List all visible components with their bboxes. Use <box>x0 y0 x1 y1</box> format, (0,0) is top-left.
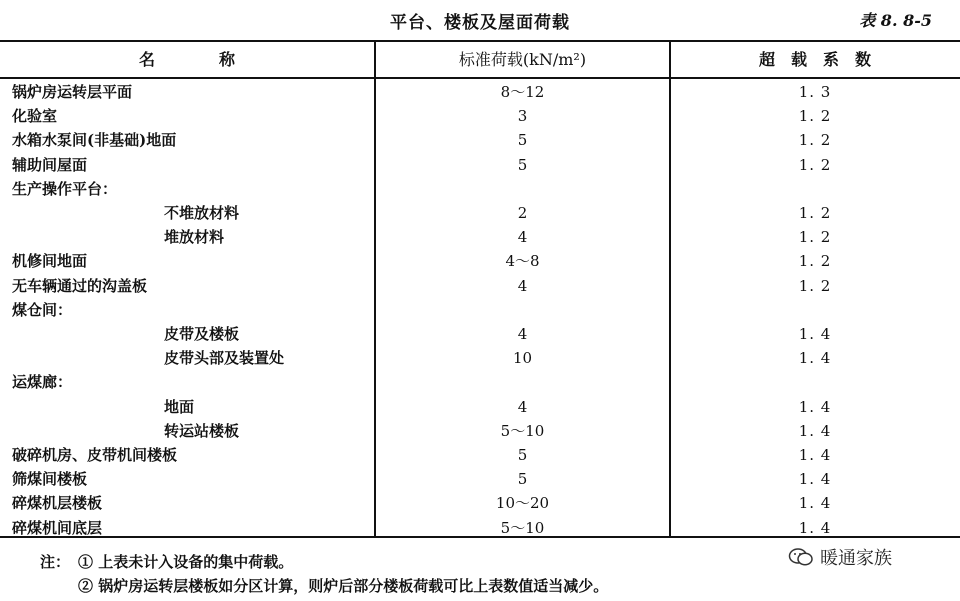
row-load: 5～10 <box>500 421 545 440</box>
row-load: 5～10 <box>500 518 545 537</box>
row-name: 碎煤机间底层 <box>12 518 103 537</box>
watermark <box>788 544 892 570</box>
row-name: 转运站楼板 <box>164 421 240 440</box>
row-load: 10～20 <box>495 494 550 513</box>
row-name: 皮带及楼板 <box>164 325 240 343</box>
row-load <box>375 370 670 394</box>
row-factor: 1. 4 <box>798 349 832 368</box>
row-name: 锅炉房运转层平面 <box>12 83 133 101</box>
row-name: 筛煤间楼板 <box>12 470 88 489</box>
row-name: 无车辆通过的沟盖板 <box>12 276 148 295</box>
row-load: 5 <box>517 155 528 174</box>
row-factor: 1. 2 <box>798 252 832 271</box>
note-2: ② 锅炉房运转层楼板如分区计算，则炉后部分楼板荷载可比上表数值适当减少。 <box>78 577 609 595</box>
row-name: 辅助间屋面 <box>12 155 88 174</box>
row-load: 4 <box>517 228 528 247</box>
row-factor: 1. 2 <box>798 107 832 126</box>
row-load: 4 <box>517 276 528 295</box>
row-load: 5 <box>517 131 528 150</box>
row-load <box>375 177 670 201</box>
row-name: 地面 <box>164 397 195 416</box>
row-load: 8～12 <box>500 83 545 101</box>
row-load <box>375 298 670 322</box>
row-factor: 1. 4 <box>798 518 832 537</box>
row-name: 机修间地面 <box>12 252 88 271</box>
row-name: 化验室 <box>12 107 58 126</box>
row-factor <box>670 370 960 394</box>
row-load: 10 <box>512 349 533 368</box>
row-name: 皮带头部及装置处 <box>164 349 285 368</box>
row-factor <box>670 177 960 201</box>
header-rule <box>0 77 960 79</box>
row-load: 5 <box>517 446 528 464</box>
row-factor: 1. 4 <box>798 325 832 343</box>
row-name: 不堆放材料 <box>164 204 240 222</box>
header-factor: 超 载 系 数 <box>758 50 871 69</box>
table-number: 表 8. 8-5 <box>859 11 932 30</box>
row-factor: 1. 2 <box>798 155 832 174</box>
row-factor: 1. 4 <box>798 470 832 489</box>
row-factor: 1. 4 <box>798 446 832 464</box>
row-factor: 1. 2 <box>798 276 832 295</box>
row-name: 生产操作平台： <box>12 179 118 198</box>
row-factor: 1. 2 <box>798 204 832 222</box>
row-factor: 1. 4 <box>798 494 832 513</box>
row-load: 5 <box>517 470 528 489</box>
row-factor: 1. 2 <box>798 228 832 247</box>
note-prefix: 注： <box>40 553 71 571</box>
row-factor: 1. 2 <box>798 131 832 150</box>
row-load: 3 <box>517 107 528 126</box>
row-name: 水箱水泵间(非基础)地面 <box>12 131 177 150</box>
row-name: 破碎机房、皮带机间楼板 <box>12 446 178 464</box>
wechat-icon <box>788 547 814 567</box>
row-name: 堆放材料 <box>164 228 225 247</box>
row-load: 4 <box>517 397 528 416</box>
row-factor: 1. 4 <box>798 421 832 440</box>
row-factor: 1. 3 <box>798 83 832 101</box>
header-name: 名 称 <box>138 50 235 69</box>
row-name: 碎煤机层楼板 <box>12 494 103 513</box>
row-name: 运煤廊： <box>12 373 73 392</box>
row-load: 4～8 <box>505 252 540 271</box>
row-load: 2 <box>517 204 528 222</box>
top-rule <box>0 40 960 42</box>
row-factor <box>670 298 960 322</box>
table-title: 平台、楼板及屋面荷载 <box>390 13 570 33</box>
row-load: 4 <box>517 325 528 343</box>
row-factor: 1. 4 <box>798 397 832 416</box>
header-load: 标准荷载(kN/m²) <box>458 50 587 69</box>
watermark-text: 暖通家族 <box>820 548 892 569</box>
note-1: ① 上表未计入设备的集中荷载。 <box>78 553 294 571</box>
row-name: 煤仓间： <box>12 300 73 319</box>
